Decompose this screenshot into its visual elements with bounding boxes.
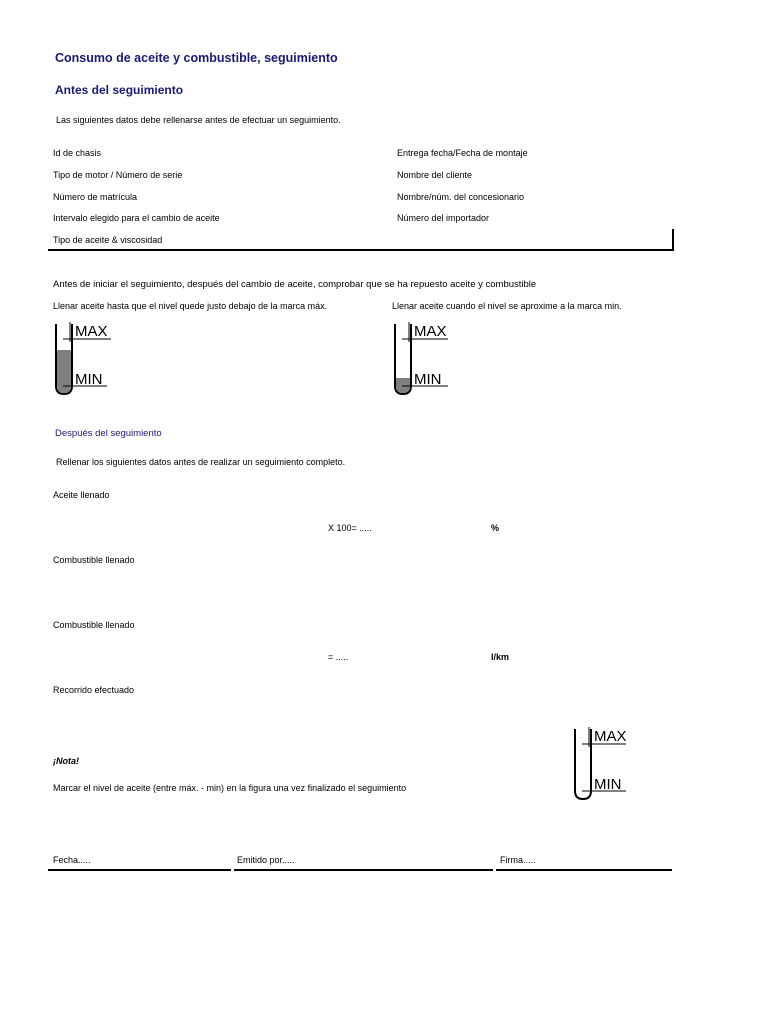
oil-level-fill [57,350,71,386]
oil-gauge-low [392,320,502,400]
field-importer: Número del importador [397,213,490,223]
formula-oil: X 100= ..... [328,523,372,533]
gauge-max-label: MAX [75,323,108,340]
gauge-max-label: MAX [594,728,627,745]
distance-label: Recorrido efectuado [53,685,135,695]
footer-signature-line [496,869,672,871]
before-heading: Antes del seguimiento [55,83,184,97]
oil-gauge-full [53,320,163,400]
before-bottom-border [48,249,674,251]
field-delivery-date: Entrega fecha/Fecha de montaje [397,148,528,158]
formula-fuel: = ..... [328,652,349,662]
page-title: Consumo de aceite y combustible, seguimiento [55,51,338,65]
oil-level-fill [396,378,410,386]
field-oil-type: Tipo de aceite & viscosidad [53,235,163,245]
oil-gauge-blank [572,725,682,805]
unit-percent: % [491,523,500,533]
footer-issued-line [234,869,493,871]
after-intro: Rellenar los siguientes datos antes de realizar un seguimiento completo. [56,457,346,467]
gauge-max-label: MAX [414,323,447,340]
right-instruction: Llenar aceite cuando el nivel se aproxime a la marca min. [392,301,622,311]
field-chassis-id: Id de chasis [53,148,102,158]
before-intro: Las siguientes datos debe rellenarse antes de efectuar un seguimiento. [56,115,341,125]
oil-filled-label: Aceite llenado [53,490,110,500]
footer-signature: Firma..... [500,855,536,865]
after-heading: Después del seguimiento [55,428,162,439]
fuel-filled-label-1: Combustible llenado [53,555,135,565]
left-instruction: Llenar aceite hasta que el nivel quede justo debajo de la marca máx. [53,301,328,311]
unit-lkm: l/km [491,652,510,662]
footer-issued-by: Emitido por..... [237,855,295,865]
note-text: Marcar el nivel de aceite (entre máx. - min) en la figura una vez finalizado el seguimiento [53,783,407,793]
field-customer-name: Nombre del cliente [397,170,473,180]
note-label: ¡Nota! [53,756,79,766]
before-right-border [672,229,674,251]
gauge-min-label: MIN [594,776,622,793]
oil-gauge-blank-drawing [572,725,682,805]
fuel-filled-label-2: Combustible llenado [53,620,135,630]
gauge-min-label: MIN [75,371,103,388]
field-oil-interval: Intervalo elegido para el cambio de aceite [53,213,220,223]
field-plate-number: Número de matrícula [53,192,138,202]
field-engine-type: Tipo de motor / Número de serie [53,170,183,180]
check-text: Antes de iniciar el seguimiento, después del cambio de aceite, comprobar que se ha repuesto aceite y combustible [53,279,537,290]
gauge-min-label: MIN [414,371,442,388]
oil-gauge-full-drawing [53,320,163,400]
footer-date: Fecha..... [53,855,91,865]
field-dealer: Nombre/núm. del concesionario [397,192,525,202]
oil-gauge-low-drawing [392,320,502,400]
footer-date-line [48,869,231,871]
